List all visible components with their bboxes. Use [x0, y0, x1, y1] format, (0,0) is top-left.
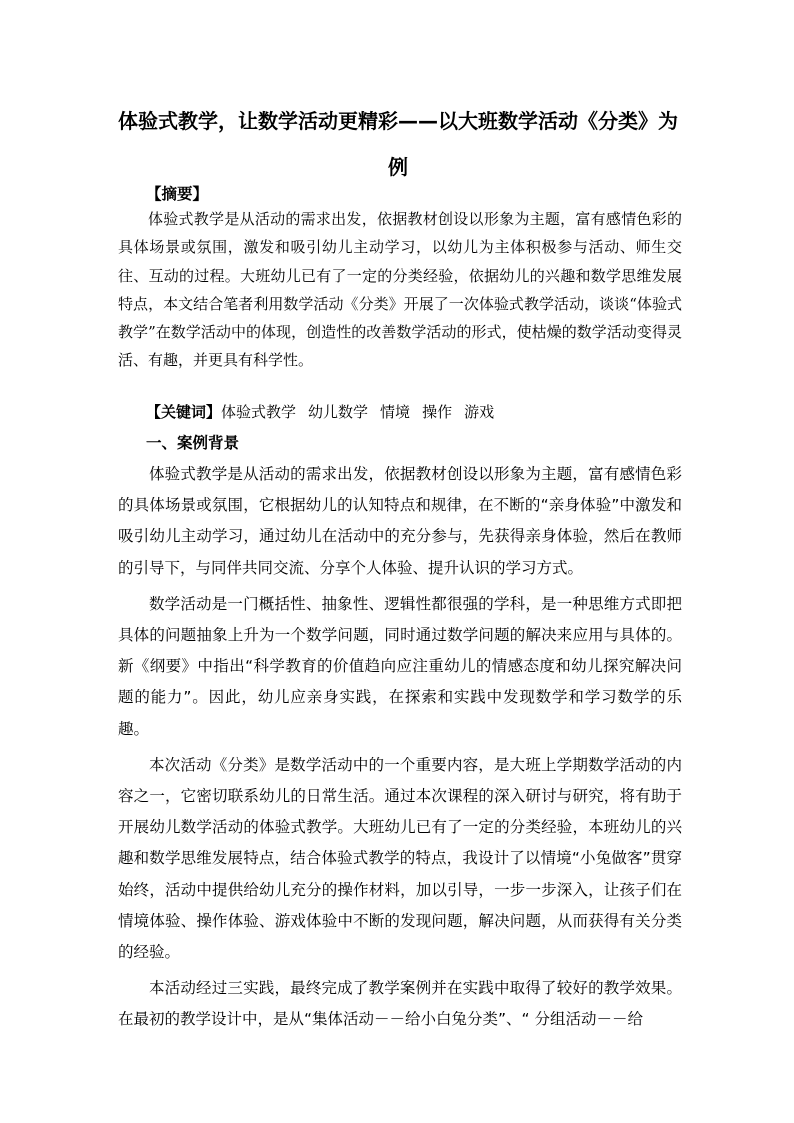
abstract-text: 体验式教学是从活动的需求出发，依据教材创设以形象为主题，富有感情色彩的具体场景或氛围，激发和吸引幼儿主动学习，以幼儿为主体积极参与活动、师生交往、互动的过程。大班幼儿已有了一定的分类经验，依据幼儿的兴趣和数学思维发展特点，本文结合笔者利用数学活动《分类》开展了一次体验式教学活动，谈谈“体验式教学”在数学活动中的体现，创造性的改善数学活动的形式，使枯燥的数学活动变得灵活、有趣，并更具有科学性。	[118, 210, 682, 370]
keyword: 体验式教学	[221, 403, 297, 421]
keyword: 情境	[380, 403, 411, 421]
keywords-label: 【关键词】	[146, 403, 222, 421]
section-heading: 一、案例背景	[146, 434, 240, 452]
keyword: 幼儿数学	[308, 403, 369, 421]
keyword: 游戏	[464, 403, 495, 421]
paragraph: 数学活动是一门概括性、抽象性、逻辑性都很强的学科，是一种思维方式即把具体的问题抽象上升为一个数学问题，同时通过数学问题的解决来应用与具体的。新《纲要》中指出“科学教育的价值趋向应注重幼儿的情感态度和幼儿探究解决问题的能力”。因此，幼儿应亲身实践，在探索和实践中发现数学和学习数学的乐趣。	[118, 594, 682, 738]
paragraph: 本活动经过三实践，最终完成了教学案例并在实践中取得了较好的教学效果。在最初的教学设计中，是从“集体活动－－给小白兔分类”、“ 分组活动－－给	[118, 979, 682, 1029]
paragraph: 本次活动《分类》是数学活动中的一个重要内容，是大班上学期数学活动的内容之一，它密切联系幼儿的日常生活。通过本次课程的深入研讨与研究，将有助于开展幼儿数学活动的体验式教学。大班幼儿已有了一定的分类经验，本班幼儿的兴趣和数学思维发展特点，结合体验式教学的特点，我设计了以情境“小兔做客”贯穿始终，活动中提供给幼儿充分的操作材料，加以引导，一步一步深入，让孩子们在情境体验、操作体验、游戏体验中不断的发现问题，解决问题，从而获得有关分类的经验。	[118, 755, 682, 962]
paragraph: 体验式教学是从活动的需求出发，依据教材创设以形象为主题，富有感情色彩的具体场景或氛围，它根据幼儿的认知特点和规律，在不断的“亲身体验”中激发和吸引幼儿主动学习，通过幼儿在活动中的充分参与，先获得亲身体验，然后在教师的引导下，与同伴共同交流、分享个人体验、提升认识的学习方式。	[118, 465, 682, 577]
body-text	[118, 459, 682, 1041]
document-title: 体验式教学，让数学活动更精彩——以大班数学活动《分类》为例	[118, 109, 678, 179]
keywords-line	[146, 397, 506, 427]
abstract-heading: 【摘要】	[146, 185, 209, 203]
keyword: 操作	[422, 403, 453, 421]
